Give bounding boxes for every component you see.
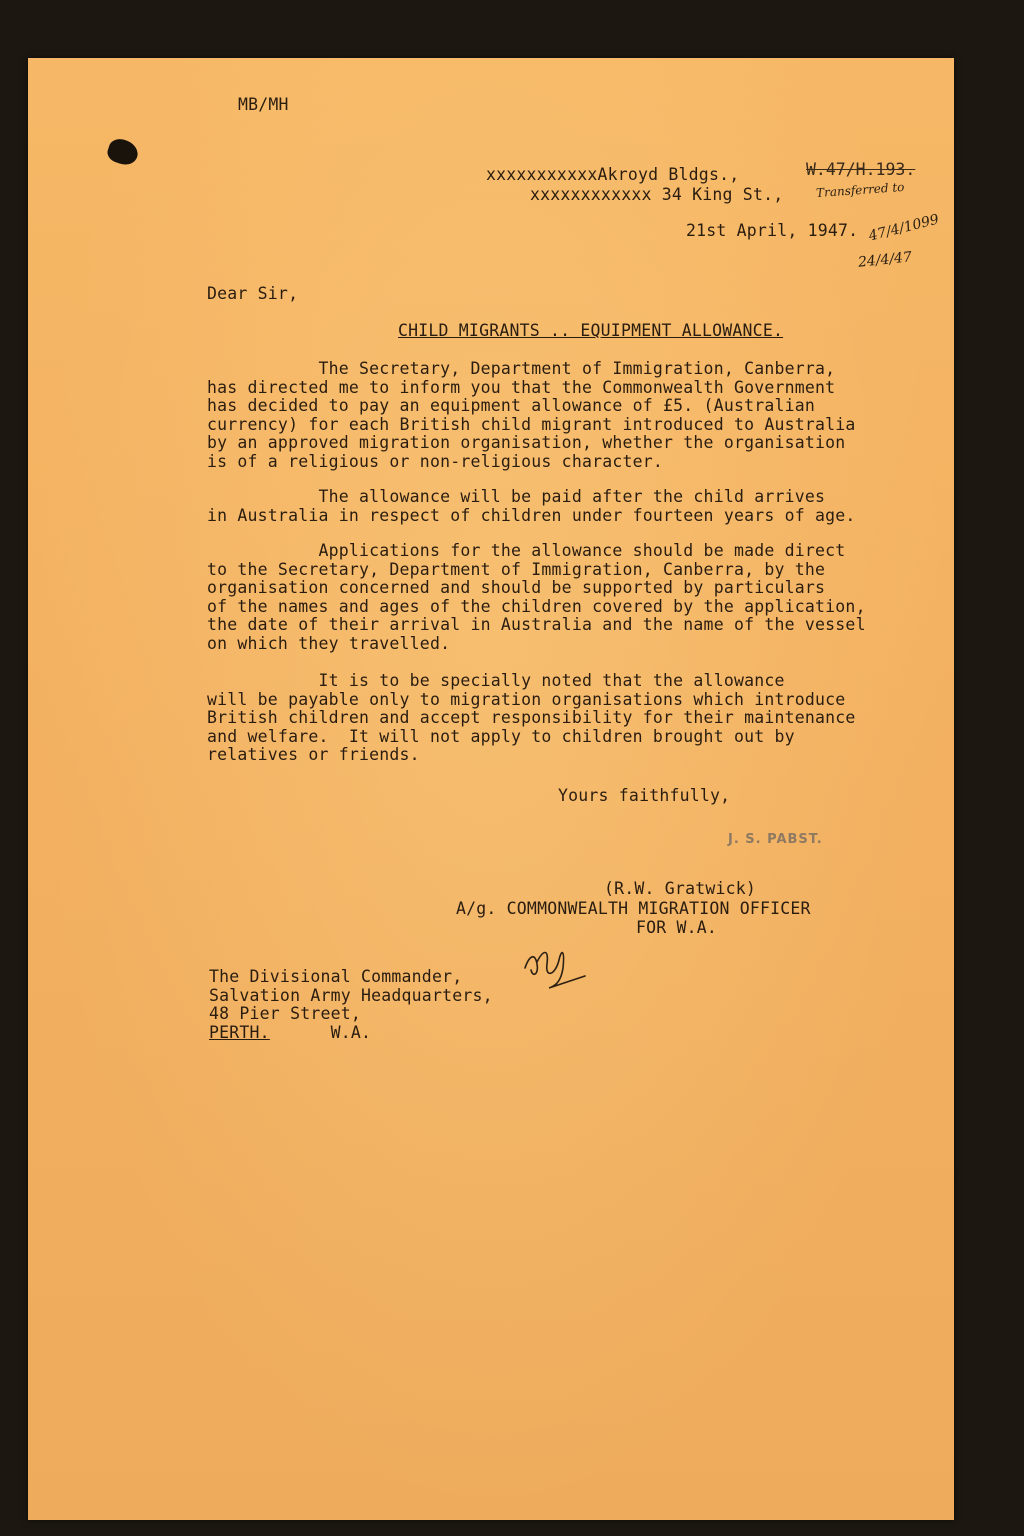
sender-address-line-2: xxxxxxxxxxxx 34 King St., [530, 185, 784, 204]
name-stamp: J. S. PABST. [728, 832, 823, 847]
recipient-line-1: The Divisional Commander, [209, 967, 463, 986]
letter-date: 21st April, 1947. [686, 221, 859, 240]
struck-file-reference: W.47/H.193. [806, 160, 916, 179]
handwritten-initials [515, 938, 595, 998]
letter-page [28, 58, 954, 1520]
sender-address-line-1: xxxxxxxxxxxAkroyd Bldgs., [486, 165, 740, 184]
signatory-name: (R.W. Gratwick) [604, 879, 757, 898]
paragraph-2: The allowance will be paid after the child arrives in Australia in respect of children under fourteen years of age. [207, 487, 856, 525]
handwritten-annotation-date: 24/4/47 [857, 249, 913, 271]
reference-code: MB/MH [238, 95, 289, 114]
signatory-title: A/g. COMMONWEALTH MIGRATION OFFICER [456, 899, 811, 918]
paragraph-3: Applications for the allowance should be made direct to the Secretary, Department of Immigration, Canberra, by the organisation concerned and should be supported by particulars of the names and ages of the children covered by the application, the date of their arrival in Australia and the name of the vessel on which they travelled. [207, 541, 866, 653]
recipient-city: PERTH. [209, 1022, 270, 1042]
recipient-line-3: 48 Pier Street, [209, 1004, 362, 1023]
subject-heading: CHILD MIGRANTS .. EQUIPMENT ALLOWANCE. [398, 321, 784, 340]
salutation: Dear Sir, [207, 284, 299, 303]
paragraph-1: The Secretary, Department of Immigration, Canberra, has directed me to inform you that the Commonwealth Government has decided to pay an equipment allowance of £5. (Australian currency) for each British child migrant introduced to Australia by an approved migration organisation, whether the organisation is of a religious or non-religious character. [207, 359, 856, 471]
closing: Yours faithfully, [558, 786, 731, 805]
handwritten-annotation-transfer: Transferred to [815, 179, 905, 201]
recipient-state: W.A. [269, 1022, 372, 1042]
signatory-region: FOR W.A. [636, 918, 718, 937]
recipient-line-2: Salvation Army Headquarters, [209, 985, 493, 1005]
handwritten-annotation-file-number: 47/4/1099 [867, 211, 941, 245]
paragraph-4: It is to be specially noted that the allowance will be payable only to migration organisations which introduce British children and accept responsibility for their maintenance and welfare. It will not apply to children brought out by relatives or friends. [207, 671, 856, 764]
recipient-address [209, 968, 493, 1042]
